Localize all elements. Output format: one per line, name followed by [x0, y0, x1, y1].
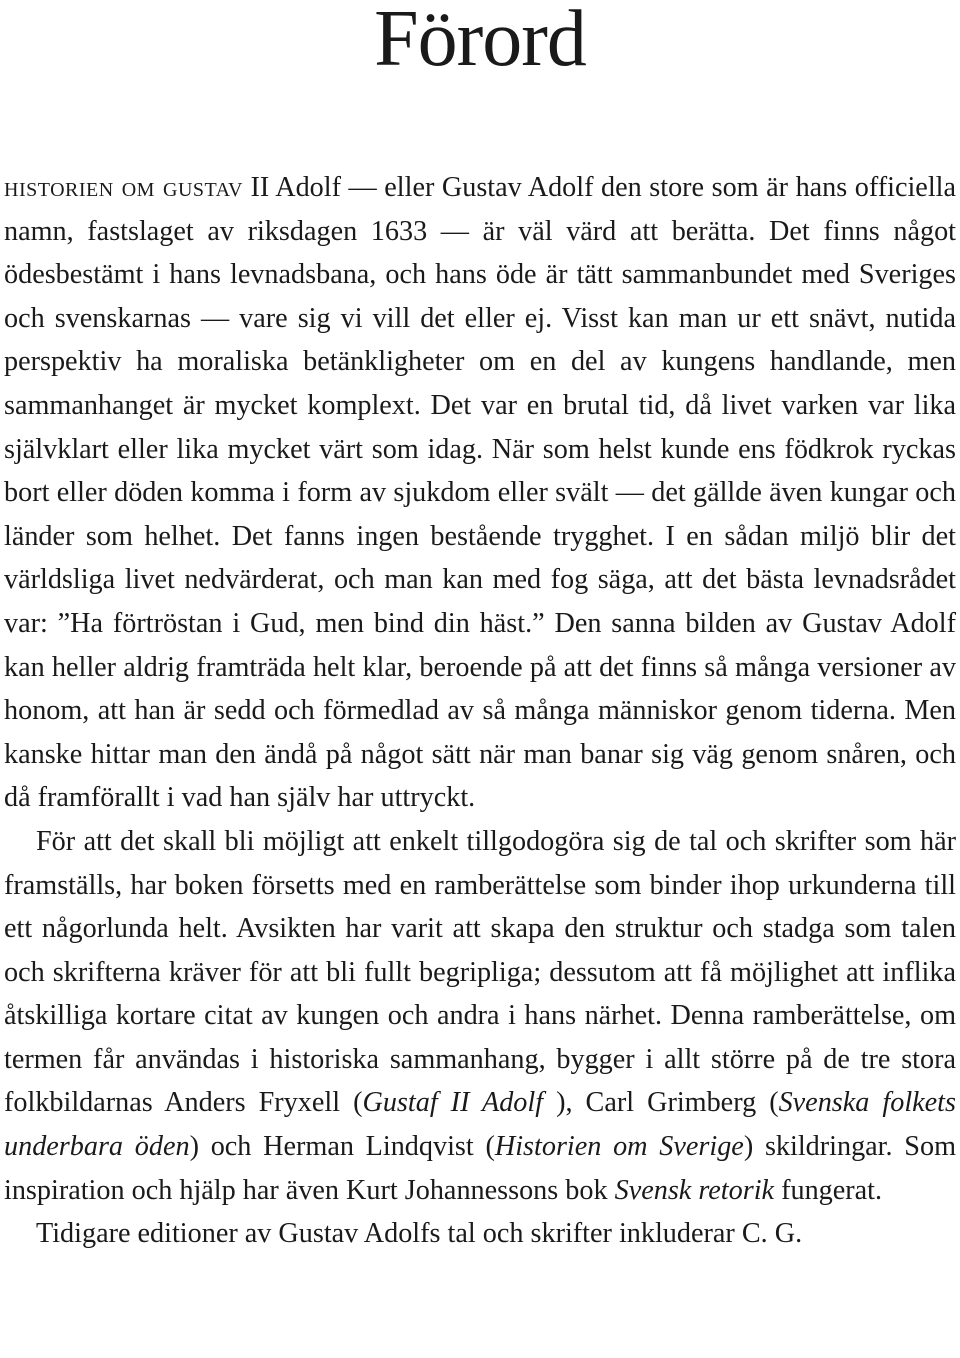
- paragraph-sources: [4, 820, 956, 1212]
- book-title: Historien om Sverige: [494, 1131, 744, 1163]
- paragraph-text: II Adolf — eller Gustav Adolf den store som är hans officiella namn, fastslaget av riksdagen 1633 — är väl värd att berätta. Det finns något ödesbestämt i hans levnadsbana, och hans öde är tätt sammanbundet med Sveriges och svenskarnas — vare sig vi vill det eller ej. Visst kan man ur ett snävt, nutida perspektiv ha moraliska betänkligheter om en del av kungens handlande, men sammanhanget är mycket komplext. Det var en brutal tid, då livet varken var lika självklart eller lika mycket värt som idag. När som helst kunde ens födkrok ryckas bort eller döden komma i form av sjukdom eller svält — det gällde även kungar och länder som helhet. Det fanns ingen bestående trygghet. I en sådan miljö blir det världsliga livet nedvärderat, och man kan med fog säga, att det bästa levnadsrådet var: ”Ha förtröstan i Gud, men bind din häst.” Den sanna bilden av Gustav Adolf kan heller aldrig framträda helt klar, beroende på att det finns så många versioner av honom, att han är sedd och förmedlad av så många människor genom tiderna. Men kanske hittar man den ändå på något sätt när man banar sig väg genom snåren, och då framförallt i vad han själv har uttryckt.: [4, 172, 956, 814]
- paragraph-intro: [4, 166, 956, 820]
- paragraph-text: ) skildringar. Som inspiration och hjälp har även Kurt Johannessons bok: [4, 1131, 956, 1206]
- paragraph-text: fungerat.: [774, 1174, 883, 1206]
- paragraph-text: Tidigare editioner av Gustav Adolfs tal och skrifter inkluderar C. G.: [36, 1218, 803, 1250]
- paragraph-editions: [4, 1212, 956, 1256]
- paragraph-text: ), Carl Grimberg (: [543, 1087, 779, 1119]
- body-text: [4, 166, 956, 1256]
- chapter-title: Förord: [374, 0, 586, 83]
- paragraph-text: För att det skall bli möjligt att enkelt tillgodogöra sig de tal och skrifter som här framställs, har boken försetts med en ramberättelse som binder ihop urkunderna till ett någorlunda helt. Avsikten har varit att skapa den struktur och stadga som talen och skrifterna kräver för att bli fullt begripliga; dessutom att få möjlighet att inflika åtskilliga kortare citat av kungen och andra i hans närhet. Denna ramberättelse, om termen får användas i historiska sammanhang, bygger i allt större på de tre stora folkbildarnas Anders Fryxell (: [4, 825, 956, 1119]
- book-title: Svensk retorik: [614, 1174, 775, 1206]
- book-title: Gustaf II Adolf: [362, 1087, 544, 1119]
- book-title: Svenska folkets underbara öden: [4, 1087, 956, 1163]
- paragraph-text: ) och Herman Lindqvist (: [189, 1131, 495, 1163]
- small-caps-lead: historien om gustav: [4, 172, 243, 203]
